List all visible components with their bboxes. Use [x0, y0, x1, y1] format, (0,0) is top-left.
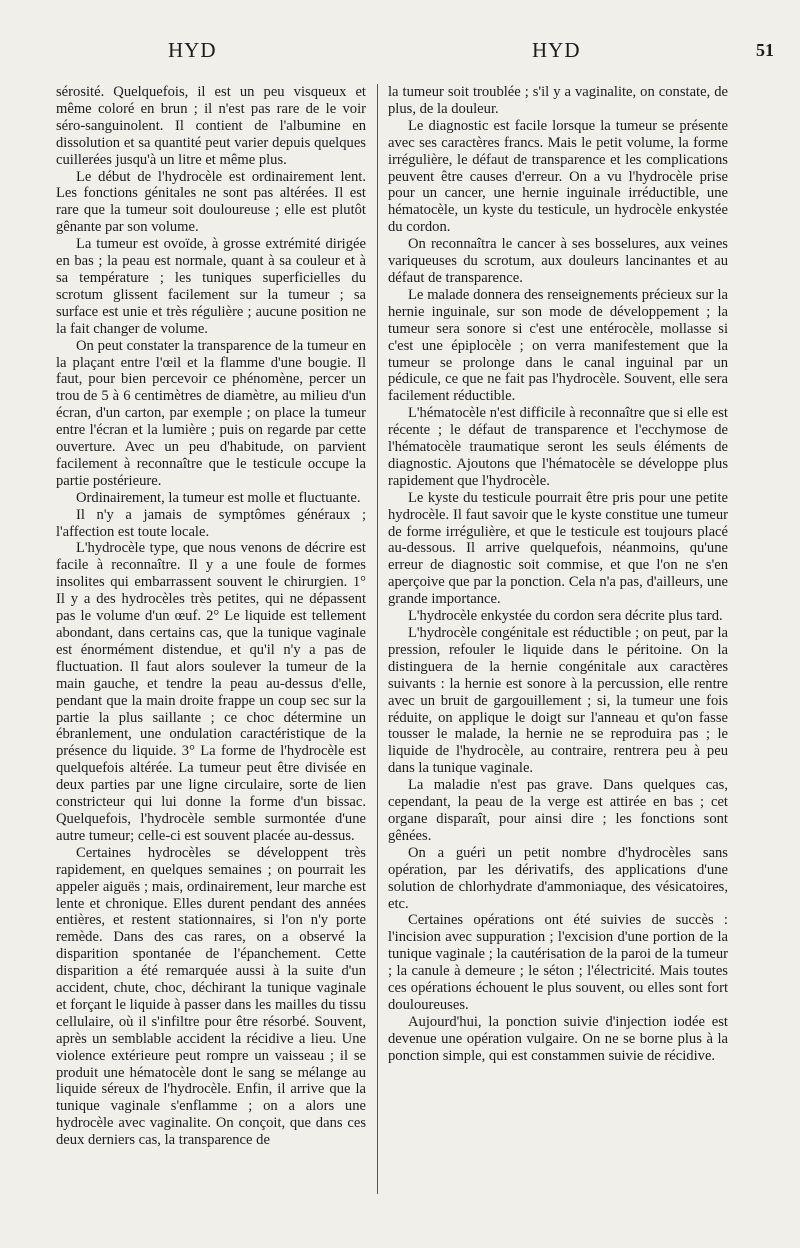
paragraph: L'hydrocèle type, que nous venons de décrire est facile à reconnaître. Il y a une foule de formes insolites qui embarrassent souvent le chirurgien. 1° Il y a des hydrocèles très petites, qui ne dépassent pas le volume d'un œuf. 2° Le liquide est tellement abondant, dans certains cas, que la tunique vaginale est énormément distendue, et qu'il n'y a pas de fluctuation. Il faut alors soulever la tumeur de la main gauche, et tendre la peau au-dessus d'elle, pendant que la main droite frappe un coup sec sur la partie la plus saillante ; ce choc détermine un ébranlement, une ondulation caractéristique de la présence du liquide. 3° La forme de l'hydrocèle est quelquefois altérée. La tumeur peut être divisée en deux parties par une ligne circulaire, sorte de lien constricteur qui lui donne la forme d'un bissac. Quelquefois, l'hydrocèle semble surmontée d'une autre tumeur; celle-ci est souvent placée au-dessus. — [56, 540, 366, 844]
paragraph: L'hématocèle n'est difficile à reconnaître que si elle est récente ; le défaut de transparence et l'ecchymose de l'hématocèle traumatique seront les seuls éléments de diagnostic. Ajoutons que l'hématocèle se développe plus rapidement que l'hydrocèle. — [388, 405, 728, 489]
paragraph: Il n'y a jamais de symptômes généraux ; l'affection est toute locale. — [56, 506, 366, 540]
paragraph: Le malade donnera des renseignements précieux sur la hernie inguinale, sur son mode de développement ; la tumeur sera sonore si c'est une entérocèle, mollasse si c'est une épiplocèle ; on verra manifestement que la tumeur se prolonge dans le canal inguinal par un pédicule, ce que ne fait pas l'hydrocèle. Souvent, elle sera facilement réductible. — [388, 286, 728, 405]
paragraph: On reconnaîtra le cancer à ses bosselures, aux veines variqueuses du scrotum, aux douleurs lancinantes et au défaut de transparence. — [388, 236, 728, 286]
paragraph: Certaines opérations ont été suivies de succès : l'incision avec suppuration ; l'excision d'une portion de la tunique vaginale ; la cautérisation de la paroi de la tumeur ; la canule à demeure ; le séton ; l'électricité. Mais toutes ces opérations échouent le plus souvent, ou elles sont fort douloureuses. — [388, 912, 728, 1013]
page-number: 51 — [756, 40, 774, 60]
paragraph: La maladie n'est pas grave. Dans quelques cas, cependant, la peau de la verge est attirée en bas ; cet organe disparaît, pour ainsi dire ; les fonctions sont gênées. — [388, 777, 728, 844]
page-header — [0, 38, 800, 68]
running-head-right: HYD — [532, 38, 581, 62]
column-divider — [377, 84, 378, 1194]
paragraph: Certaines hydrocèles se développent très rapidement, en quelques semaines ; on pourrait les appeler aiguës ; mais, ordinairement, leur marche est lente et chronique. Elles durent pendant des années entières, et restent stationnaires, si l'on n'y porte remède. Dans des cas rares, on a observé la disparition spontanée de l'épanchement. Cette disparition a été remarquée aussi à la suite d'un accident, chute, choc, déchirant la tunique vaginale et forçant le liquide à passer dans les mailles du tissu cellulaire, où il s'infiltre pour être résorbé. Souvent, après un semblable accident la récidive a lieu. Une violence extérieure peut rompre un vaisseau ; il se produit une hématocèle dont le sang se mélange au liquide séreux de l'hydrocèle. Enfin, il arrive que la tunique vaginale s'enflamme ; on a alors une hydrocèle avec vaginalite. On conçoit, que dans ces deux derniers cas, la transparence de — [56, 844, 366, 1149]
paragraph: Le diagnostic est facile lorsque la tumeur se présente avec ses caractères francs. Mais le petit volume, la forme irrégulière, le défaut de transparence et les complications peuvent être causes d'erreur. On a vu l'hydrocèle prise pour un cancer, une hernie inguinale irréductible, une hématocèle, un kyste du testicule, un hydrocèle enkystée du cordon. — [388, 117, 728, 236]
paragraph: Ordinairement, la tumeur est molle et fluctuante. — [76, 489, 361, 506]
paragraph: L'hydrocèle enkystée du cordon sera décrite plus tard. — [408, 608, 723, 625]
paragraph: Le kyste du testicule pourrait être pris pour une petite hydrocèle. Il faut savoir que le kyste constitue une tumeur de forme irrégulière, et que le testicule est toujours placé au-dessous. Il arrive quelquefois, néanmoins, qu'une erreur de diagnostic soit commise, et que l'on ne s'en aperçoive que par la ponction. Cela n'a pas, d'ailleurs, une grande importance. — [388, 489, 728, 608]
paragraph: la tumeur soit troublée ; s'il y a vaginalite, on constate, de plus, de la douleur. — [388, 84, 728, 117]
paragraph: L'hydrocèle congénitale est réductible ; on peut, par la pression, refouler le liquide dans le péritoine. On la distinguera de la hernie congénitale aux caractères suivants : la hernie est sonore à la percussion, elle rentre avec un bruit de gargouillement ; si, la tumeur une fois réduite, on applique le doigt sur l'anneau et qu'on fasse tousser le malade, la hernie ne se reproduira pas ; le liquide de l'hydrocèle, au contraire, rentrera peu à peu dans la tunique vaginale. — [388, 625, 728, 777]
paragraph: On a guéri un petit nombre d'hydrocèles sans opération, par les dérivatifs, des applications d'une solution de chlorhydrate d'ammoniaque, des vésicatoires, etc. — [388, 844, 728, 912]
left-column — [56, 84, 366, 1149]
paragraph: La tumeur est ovoïde, à grosse extrémité dirigée en bas ; la peau est normale, quant à sa couleur et à sa température ; les tuniques superficielles du scrotum glissent facilement sur la tumeur ; sa surface est unie et très régulière ; aucune position ne la fait changer de volume. — [56, 236, 366, 337]
paragraph: Aujourd'hui, la ponction suivie d'injection iodée est devenue une opération vulgaire. On ne se borne plus à la ponction simple, qui est constammen suivie de récidive. — [388, 1013, 728, 1064]
paragraph: sérosité. Quelquefois, il est un peu visqueux et même coloré en brun ; il n'est pas rare de le voir séro-sanguinolent. Il contient de l'albumine en dissolution et sa quantité peut varier depuis quelques cuillerées jusqu'à un litre et même plus. — [56, 84, 366, 168]
running-head-left: HYD — [168, 38, 217, 62]
right-column — [388, 84, 728, 1065]
paragraph: On peut constater la transparence de la tumeur en la plaçant entre l'œil et la flamme d'une bougie. Il faut, pour bien percevoir ce phénomène, percer un trou de 5 à 6 centimètres de diamètre, au milieu d'un écran, d'un carton, par exemple ; on place la tumeur entre l'écran et la lumière ; puis on regarde par cette ouverture. Avec un peu d'habitude, on parvient facilement à reconnaître que le testicule occupe la partie postérieure. — [56, 337, 366, 489]
paragraph: Le début de l'hydrocèle est ordinairement lent. Les fonctions génitales ne sont pas altérées. Il est rare que la tumeur soit douloureuse ; elle est plutôt gênante par son volume. — [56, 168, 366, 236]
